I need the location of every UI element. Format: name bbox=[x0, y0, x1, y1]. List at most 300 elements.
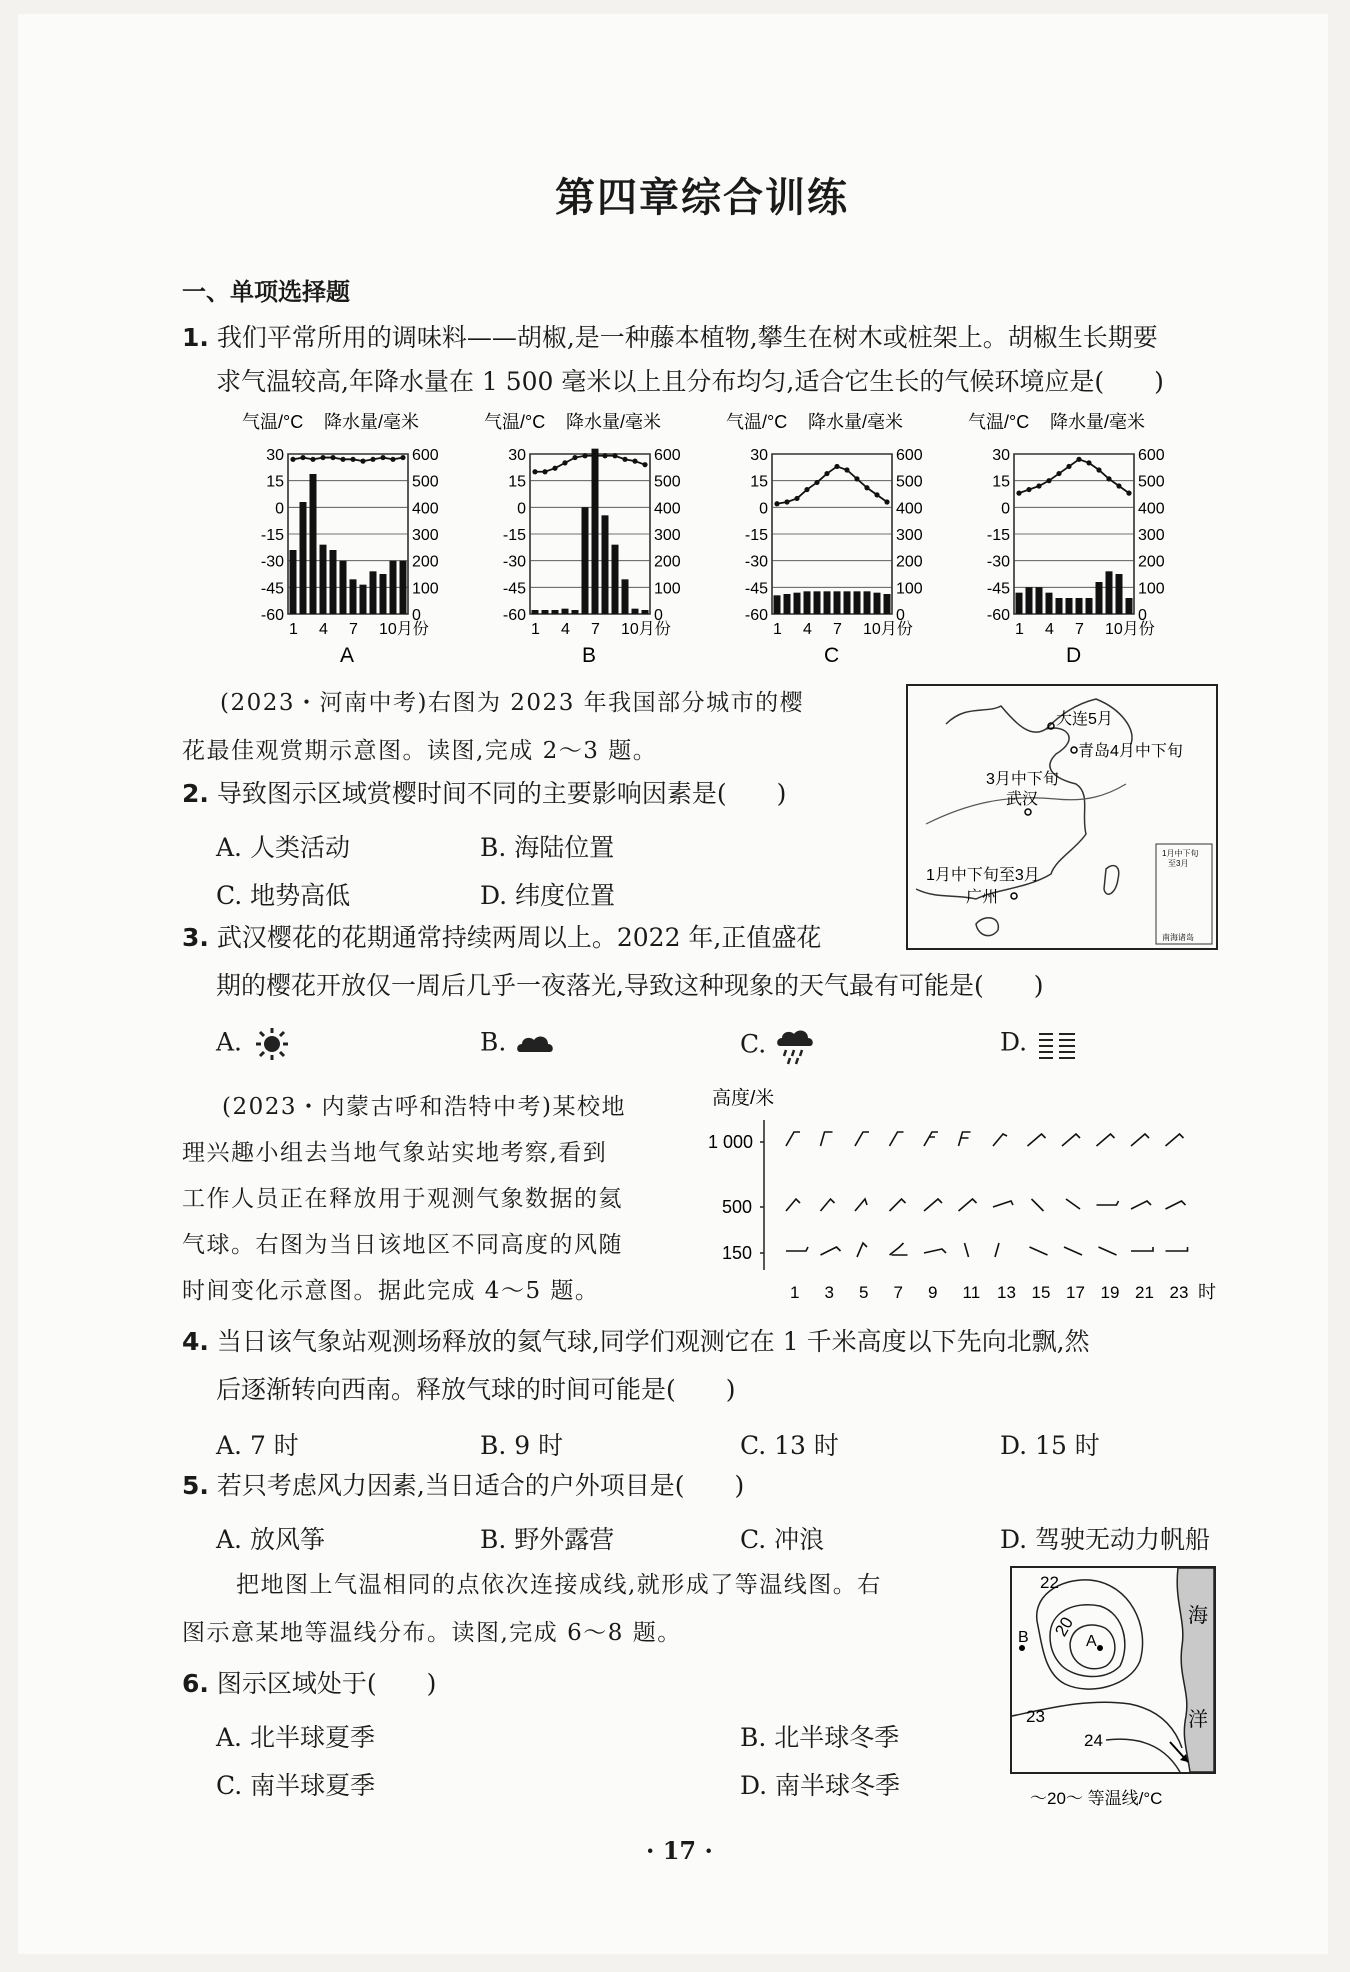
question-5 bbox=[182, 1462, 744, 1510]
wind-barb bbox=[786, 1199, 800, 1211]
precipitation-tick-label: 500 bbox=[896, 473, 923, 491]
q6-intro-line1: 把地图上气温相同的点依次连接成线,就形成了等温线图。右 bbox=[236, 1572, 882, 1598]
month-tick-label: 10月份 bbox=[863, 621, 913, 638]
question-3 bbox=[182, 914, 821, 962]
hour-tick-label: 17 bbox=[1066, 1283, 1085, 1302]
precipitation-tick-label: 0 bbox=[654, 607, 663, 624]
wind-barb bbox=[890, 1199, 906, 1211]
temperature-point bbox=[1096, 467, 1101, 472]
precipitation-tick-label: 200 bbox=[896, 553, 923, 571]
temperature-point bbox=[300, 455, 305, 460]
precipitation-tick-label: 400 bbox=[654, 500, 681, 518]
temperature-point bbox=[1026, 487, 1031, 492]
precipitation-tick-label: 100 bbox=[654, 580, 681, 598]
question-number: 5. bbox=[182, 1471, 209, 1500]
temperature-tick-label: 15 bbox=[750, 473, 768, 491]
temperature-tick-label: -60 bbox=[744, 607, 768, 624]
question-number: 6. bbox=[182, 1669, 209, 1698]
wind-barb bbox=[924, 1132, 938, 1146]
precipitation-bar bbox=[592, 449, 599, 614]
temperature-tick-label: 15 bbox=[992, 473, 1010, 491]
precipitation-bar bbox=[1126, 598, 1133, 614]
temperature-tick-label: 30 bbox=[266, 447, 284, 464]
temperature-point bbox=[340, 457, 345, 462]
precipitation-tick-label: 200 bbox=[654, 553, 681, 571]
hour-tick-label: 5 bbox=[859, 1283, 869, 1302]
precipitation-bar bbox=[350, 579, 357, 614]
temperature-point bbox=[864, 485, 869, 490]
isotherm-label-23: 23 bbox=[1026, 1707, 1045, 1726]
month-tick-label: 1 bbox=[773, 621, 782, 638]
temperature-point bbox=[562, 460, 567, 465]
temperature-tick-label: -15 bbox=[744, 527, 768, 544]
precipitation-bar bbox=[320, 545, 327, 614]
chart-label: C bbox=[824, 644, 840, 667]
q5-option-a[interactable]: A. 放风筝 bbox=[216, 1525, 325, 1554]
precipitation-tick-label: 0 bbox=[1138, 607, 1147, 624]
q2-option-d[interactable]: D. 纬度位置 bbox=[480, 881, 616, 910]
month-tick-label: 7 bbox=[1075, 621, 1084, 638]
question-4 bbox=[182, 1318, 1090, 1366]
q2-option-c[interactable]: C. 地势高低 bbox=[216, 881, 351, 910]
temperature-point bbox=[844, 467, 849, 472]
point-a-label: A bbox=[1086, 1633, 1097, 1650]
temperature-line bbox=[293, 458, 403, 462]
wind-barb bbox=[821, 1199, 835, 1211]
q3-option-c[interactable] bbox=[740, 1026, 818, 1066]
q5-option-d[interactable]: D. 驾驶无动力帆船 bbox=[1000, 1525, 1211, 1554]
q4-option-a[interactable]: A. 7 时 bbox=[216, 1431, 299, 1460]
wind-barb bbox=[1099, 1247, 1117, 1255]
question-6 bbox=[182, 1660, 436, 1708]
wuhan-period-label: 3月中下旬 bbox=[986, 771, 1059, 788]
precipitation-axis-label: 降水量/毫米 bbox=[808, 412, 904, 432]
question-text-line1: 我们平常所用的调味料——胡椒,是一种藤本植物,攀生在树木或桩架上。胡椒生长期要 bbox=[216, 323, 1158, 352]
temperature-point bbox=[370, 457, 375, 462]
question-3-line2: 期的樱花开放仅一周后几乎一夜落光,导致这种现象的天气最有可能是( ) bbox=[216, 971, 1044, 1000]
temperature-tick-label: 30 bbox=[750, 447, 768, 464]
precipitation-bar bbox=[1086, 598, 1093, 614]
precipitation-bar bbox=[582, 507, 589, 614]
wind-barb bbox=[857, 1243, 867, 1257]
temperature-tick-label: 30 bbox=[992, 447, 1010, 464]
precipitation-tick-label: 100 bbox=[896, 580, 923, 598]
precipitation-bar bbox=[1016, 593, 1023, 614]
precipitation-bar bbox=[884, 594, 891, 614]
precipitation-tick-label: 200 bbox=[1138, 553, 1165, 571]
precipitation-bar bbox=[774, 595, 781, 614]
month-tick-label: 1 bbox=[1015, 621, 1024, 638]
q2-option-b[interactable]: B. 海陆位置 bbox=[480, 833, 615, 862]
precipitation-bar bbox=[814, 591, 821, 614]
precipitation-bar bbox=[854, 591, 861, 614]
wind-barb bbox=[1131, 1201, 1151, 1209]
precipitation-bar bbox=[642, 610, 649, 614]
question-number: 4. bbox=[182, 1327, 209, 1356]
temperature-point bbox=[804, 487, 809, 492]
month-tick-label: 10月份 bbox=[379, 621, 429, 638]
temperature-point bbox=[1126, 491, 1131, 496]
wind-barb bbox=[1166, 1201, 1186, 1209]
precipitation-tick-label: 400 bbox=[412, 500, 439, 518]
month-tick-label: 4 bbox=[561, 621, 570, 638]
temperature-point bbox=[884, 499, 889, 504]
wuhan-label: 武汉 bbox=[1006, 791, 1039, 808]
height-150-label: 150 bbox=[722, 1243, 753, 1263]
precipitation-bar bbox=[542, 610, 549, 614]
temperature-axis-label: 气温/°C bbox=[726, 412, 788, 432]
isotherm-label-24: 24 bbox=[1084, 1731, 1103, 1750]
precipitation-bar bbox=[562, 609, 569, 614]
precipitation-tick-label: 0 bbox=[412, 607, 421, 624]
wind-barb bbox=[1032, 1199, 1044, 1211]
wind-barb bbox=[855, 1132, 869, 1146]
temperature-tick-label: -30 bbox=[986, 553, 1010, 571]
month-tick-label: 4 bbox=[803, 621, 812, 638]
temperature-point bbox=[1086, 460, 1091, 465]
precipitation-bar bbox=[602, 515, 609, 614]
q4-option-b[interactable]: B. 9 时 bbox=[480, 1431, 564, 1460]
precipitation-axis-label: 降水量/毫米 bbox=[566, 412, 662, 432]
precipitation-bar bbox=[380, 574, 387, 614]
temperature-tick-label: -30 bbox=[260, 553, 284, 571]
precipitation-bar bbox=[290, 550, 297, 614]
precipitation-tick-label: 500 bbox=[1138, 473, 1165, 491]
hour-tick-label: 21 bbox=[1135, 1283, 1154, 1302]
wind-barb bbox=[1097, 1201, 1119, 1205]
precipitation-tick-label: 300 bbox=[412, 527, 439, 544]
inset-period-line1: 1月中下旬 bbox=[1162, 849, 1199, 858]
option-letter: A. bbox=[216, 1027, 243, 1057]
point-a-marker bbox=[1097, 1645, 1103, 1651]
precipitation-tick-label: 600 bbox=[654, 447, 681, 464]
precipitation-bar bbox=[1026, 587, 1033, 614]
precipitation-tick-label: 500 bbox=[654, 473, 681, 491]
height-500-label: 500 bbox=[722, 1197, 753, 1217]
precipitation-bar bbox=[1076, 598, 1083, 614]
temperature-point bbox=[532, 469, 537, 474]
q6-intro-line2: 图示意某地等温线分布。读图,完成 6～8 题。 bbox=[182, 1620, 682, 1646]
isotherm-label-20: 20 bbox=[1051, 1613, 1078, 1640]
temperature-point bbox=[774, 501, 779, 506]
wind-barb bbox=[1062, 1134, 1080, 1146]
temperature-point bbox=[542, 469, 547, 474]
q3-option-d[interactable] bbox=[1000, 1026, 1079, 1062]
question-text: 图示区域处于( ) bbox=[216, 1669, 437, 1698]
question-4-line2: 后逐渐转向西南。释放气球的时间可能是( ) bbox=[216, 1375, 736, 1404]
wind-barb bbox=[890, 1132, 904, 1146]
temperature-tick-label: -45 bbox=[260, 580, 284, 598]
temperature-point bbox=[874, 492, 879, 497]
wind-barb bbox=[1166, 1247, 1188, 1251]
precipitation-bar bbox=[370, 571, 377, 614]
isotherm-map bbox=[1010, 1566, 1220, 1820]
guangzhou-label: 广州 bbox=[966, 889, 999, 906]
temperature-point bbox=[310, 457, 315, 462]
wind-barb bbox=[959, 1132, 971, 1146]
wind-barb bbox=[993, 1201, 1013, 1207]
hour-unit-label: 时 bbox=[1198, 1282, 1216, 1302]
precipitation-bar bbox=[1056, 598, 1063, 614]
wind-barb bbox=[786, 1132, 800, 1146]
chart-label: A bbox=[340, 644, 355, 667]
precipitation-bar bbox=[552, 610, 559, 614]
wind-barb bbox=[1131, 1247, 1153, 1251]
precipitation-bar bbox=[622, 579, 629, 614]
wind-barb bbox=[924, 1199, 942, 1211]
temperature-axis-label: 气温/°C bbox=[484, 412, 546, 432]
precipitation-bar bbox=[330, 550, 337, 614]
precipitation-bar bbox=[400, 561, 407, 614]
option-letter: B. bbox=[480, 1027, 507, 1057]
precipitation-tick-label: 600 bbox=[896, 447, 923, 464]
wind-barbs bbox=[786, 1132, 1188, 1302]
cherry-blossom-map bbox=[906, 684, 1218, 950]
wind-barb bbox=[1066, 1199, 1080, 1209]
precipitation-bar bbox=[794, 593, 801, 614]
wind-barb bbox=[821, 1247, 841, 1255]
temperature-point bbox=[612, 453, 617, 458]
climate-chart-group bbox=[242, 412, 1165, 667]
precipitation-bar bbox=[532, 610, 539, 614]
temperature-tick-label: 0 bbox=[1001, 500, 1010, 518]
temperature-point bbox=[834, 464, 839, 469]
precipitation-tick-label: 500 bbox=[412, 473, 439, 491]
inset-label: 南海诸岛 bbox=[1162, 933, 1194, 942]
precipitation-bar bbox=[874, 593, 881, 614]
precipitation-bar bbox=[804, 591, 811, 614]
temperature-tick-label: -45 bbox=[986, 580, 1010, 598]
wind-barb bbox=[855, 1199, 867, 1211]
temperature-line bbox=[777, 466, 887, 503]
ocean-label: 洋 bbox=[1188, 1709, 1208, 1731]
rain-icon bbox=[774, 1026, 818, 1066]
wind-chart bbox=[700, 1080, 1220, 1310]
question-2 bbox=[182, 770, 786, 818]
month-tick-label: 4 bbox=[319, 621, 328, 638]
month-tick-label: 7 bbox=[591, 621, 600, 638]
precipitation-bar bbox=[1096, 582, 1103, 614]
temperature-point bbox=[632, 459, 637, 464]
q5-option-b[interactable]: B. 野外露营 bbox=[480, 1525, 615, 1554]
precipitation-bar bbox=[340, 561, 347, 614]
q4-5-intro-line3: 工作人员正在释放用于观测气象数据的氦 bbox=[182, 1186, 623, 1212]
precipitation-tick-label: 300 bbox=[1138, 527, 1165, 544]
precipitation-bar bbox=[1046, 593, 1053, 614]
temperature-line bbox=[535, 456, 645, 472]
temperature-point bbox=[582, 453, 587, 458]
q3-option-b[interactable] bbox=[480, 1026, 558, 1062]
question-1-line2: 求气温较高,年降水量在 1 500 毫米以上且分布均匀,适合它生长的气候环境应是( ) bbox=[216, 367, 1164, 396]
month-tick-label: 4 bbox=[1045, 621, 1054, 638]
month-tick-label: 7 bbox=[833, 621, 842, 638]
precipitation-bar bbox=[824, 591, 831, 614]
hour-tick-label: 1 bbox=[790, 1283, 800, 1302]
precipitation-tick-label: 600 bbox=[1138, 447, 1165, 464]
hour-tick-label: 3 bbox=[824, 1283, 834, 1302]
temperature-point bbox=[330, 455, 335, 460]
temperature-tick-label: -30 bbox=[502, 553, 526, 571]
wind-barb bbox=[993, 1134, 1007, 1146]
option-letter: D. bbox=[1000, 1027, 1028, 1057]
month-tick-label: 1 bbox=[289, 621, 298, 638]
precipitation-tick-label: 0 bbox=[896, 607, 905, 624]
temperature-point bbox=[552, 466, 557, 471]
wind-barb bbox=[890, 1243, 908, 1255]
month-tick-label: 10月份 bbox=[1105, 621, 1155, 638]
precipitation-bar bbox=[844, 591, 851, 614]
temperature-point bbox=[602, 453, 607, 458]
q4-option-c[interactable]: C. 13 时 bbox=[740, 1431, 839, 1460]
temperature-tick-label: -60 bbox=[502, 607, 526, 624]
temperature-point bbox=[1066, 464, 1071, 469]
temperature-line bbox=[1019, 459, 1129, 493]
wind-barb bbox=[1064, 1247, 1082, 1255]
precipitation-tick-label: 300 bbox=[654, 527, 681, 544]
page-title: 第四章综合训练 bbox=[555, 175, 849, 221]
precipitation-bar bbox=[300, 502, 307, 614]
overcast-icon bbox=[514, 1026, 558, 1062]
temperature-tick-label: 0 bbox=[759, 500, 768, 518]
precipitation-bar bbox=[1116, 574, 1123, 614]
sunny-icon bbox=[250, 1026, 294, 1062]
temperature-tick-label: -15 bbox=[986, 527, 1010, 544]
sea-label: 海 bbox=[1188, 1605, 1208, 1627]
precipitation-bar bbox=[632, 609, 639, 614]
wind-barb bbox=[1131, 1134, 1149, 1146]
wind-barb bbox=[965, 1243, 969, 1257]
temperature-tick-label: 0 bbox=[275, 500, 284, 518]
temperature-point bbox=[1056, 471, 1061, 476]
chart-label: D bbox=[1066, 644, 1082, 667]
temperature-axis-label: 气温/°C bbox=[968, 412, 1030, 432]
question-text-line1: 武汉樱花的花期通常持续两周以上。2022 年,正值盛花 bbox=[216, 923, 822, 952]
precipitation-bar bbox=[390, 561, 397, 614]
temperature-point bbox=[794, 496, 799, 501]
section-heading: 一、单项选择题 bbox=[182, 278, 350, 306]
q4-option-d[interactable]: D. 15 时 bbox=[1000, 1431, 1100, 1460]
temperature-point bbox=[784, 499, 789, 504]
month-tick-label: 7 bbox=[349, 621, 358, 638]
precipitation-bar bbox=[1066, 598, 1073, 614]
isotherm-legend: ～20～ 等温线/°C bbox=[1030, 1789, 1163, 1808]
q2-option-a[interactable]: A. 人类活动 bbox=[216, 833, 350, 862]
wind-barb bbox=[959, 1199, 977, 1211]
precipitation-tick-label: 100 bbox=[1138, 580, 1165, 598]
precipitation-bar bbox=[1106, 571, 1113, 614]
precipitation-bar bbox=[572, 610, 579, 614]
temperature-point bbox=[360, 459, 365, 464]
precipitation-tick-label: 400 bbox=[896, 500, 923, 518]
temperature-tick-label: -60 bbox=[986, 607, 1010, 624]
question-text: 若只考虑风力因素,当日适合的户外项目是( ) bbox=[216, 1471, 745, 1500]
temperature-tick-label: 15 bbox=[508, 473, 526, 491]
wind-barb bbox=[924, 1249, 946, 1253]
qingdao-label: 青岛4月中下旬 bbox=[1078, 743, 1183, 760]
month-tick-label: 1 bbox=[531, 621, 540, 638]
temperature-point bbox=[854, 476, 859, 481]
question-text: 导致图示区域赏樱时间不同的主要影响因素是( ) bbox=[216, 779, 787, 808]
q4-5-intro-line2: 理兴趣小组去当地气象站实地考察,看到 bbox=[182, 1140, 608, 1166]
q4-5-intro-line5: 时间变化示意图。据此完成 4～5 题。 bbox=[182, 1278, 600, 1304]
precipitation-tick-label: 300 bbox=[896, 527, 923, 544]
temperature-point bbox=[814, 480, 819, 485]
temperature-tick-label: -30 bbox=[744, 553, 768, 571]
chart-label: B bbox=[582, 644, 597, 667]
temperature-point bbox=[824, 471, 829, 476]
question-number: 3. bbox=[182, 923, 209, 952]
precipitation-tick-label: 400 bbox=[1138, 500, 1165, 518]
wind-barb bbox=[1097, 1134, 1115, 1146]
hour-tick-label: 9 bbox=[928, 1283, 938, 1302]
guangzhou-period-label: 1月中下旬至3月 bbox=[926, 867, 1040, 884]
point-b-label: B bbox=[1018, 1629, 1029, 1646]
question-text-line1: 当日该气象站观测场释放的氦气球,同学们观测它在 1 千米高度以下先向北飘,然 bbox=[216, 1327, 1090, 1356]
precipitation-tick-label: 200 bbox=[412, 553, 439, 571]
wind-barb bbox=[1028, 1134, 1046, 1146]
isotherm-label-22: 22 bbox=[1040, 1573, 1059, 1592]
temperature-tick-label: -15 bbox=[260, 527, 284, 544]
temperature-point bbox=[622, 457, 627, 462]
precipitation-bar bbox=[834, 591, 841, 614]
temperature-point bbox=[350, 457, 355, 462]
temperature-tick-label: -45 bbox=[502, 580, 526, 598]
climate-charts bbox=[240, 408, 1250, 678]
temperature-point bbox=[642, 462, 647, 467]
precipitation-tick-label: 100 bbox=[412, 580, 439, 598]
q2-3-intro-line1: (2023・河南中考)右图为 2023 年我国部分城市的樱 bbox=[220, 690, 805, 716]
month-tick-label: 10月份 bbox=[621, 621, 671, 638]
q6-option-b[interactable]: B. 北半球冬季 bbox=[740, 1723, 900, 1752]
temperature-point bbox=[1116, 483, 1121, 488]
q3-option-a[interactable] bbox=[216, 1026, 294, 1062]
temperature-point bbox=[572, 455, 577, 460]
q6-option-a[interactable]: A. 北半球夏季 bbox=[216, 1723, 375, 1752]
question-number: 2. bbox=[182, 779, 209, 808]
precipitation-bar bbox=[612, 545, 619, 614]
precipitation-bar bbox=[1036, 587, 1043, 614]
hour-tick-label: 11 bbox=[962, 1283, 981, 1302]
hour-tick-label: 7 bbox=[893, 1283, 903, 1302]
precipitation-axis-label: 降水量/毫米 bbox=[1050, 412, 1146, 432]
precipitation-tick-label: 600 bbox=[412, 447, 439, 464]
precipitation-axis-label: 降水量/毫米 bbox=[324, 412, 420, 432]
temperature-point bbox=[380, 455, 385, 460]
hour-tick-label: 23 bbox=[1169, 1283, 1189, 1302]
temperature-axis-label: 气温/°C bbox=[242, 412, 304, 432]
wind-y-axis-label: 高度/米 bbox=[712, 1088, 775, 1109]
question-number: 1. bbox=[182, 323, 209, 352]
temperature-tick-label: -60 bbox=[260, 607, 284, 624]
wind-barb bbox=[995, 1243, 999, 1257]
dalian-label: 大连5月 bbox=[1056, 711, 1113, 728]
q2-3-intro-line2: 花最佳观赏期示意图。读图,完成 2～3 题。 bbox=[182, 738, 658, 764]
hour-tick-label: 15 bbox=[1031, 1283, 1051, 1302]
temperature-tick-label: 30 bbox=[508, 447, 526, 464]
option-letter: C. bbox=[740, 1029, 767, 1059]
inset-period-line2: 至3月 bbox=[1168, 859, 1189, 868]
hour-tick-label: 19 bbox=[1100, 1283, 1120, 1302]
q4-5-intro-line1: (2023・内蒙古呼和浩特中考)某校地 bbox=[222, 1094, 626, 1120]
temperature-tick-label: 15 bbox=[266, 473, 284, 491]
q6-option-c[interactable]: C. 南半球夏季 bbox=[216, 1771, 376, 1800]
temperature-point bbox=[592, 453, 597, 458]
q5-option-c[interactable]: C. 冲浪 bbox=[740, 1525, 825, 1554]
temperature-point bbox=[1036, 483, 1041, 488]
temperature-point bbox=[290, 457, 295, 462]
temperature-tick-label: -15 bbox=[502, 527, 526, 544]
q6-option-d[interactable]: D. 南半球冬季 bbox=[740, 1771, 901, 1800]
